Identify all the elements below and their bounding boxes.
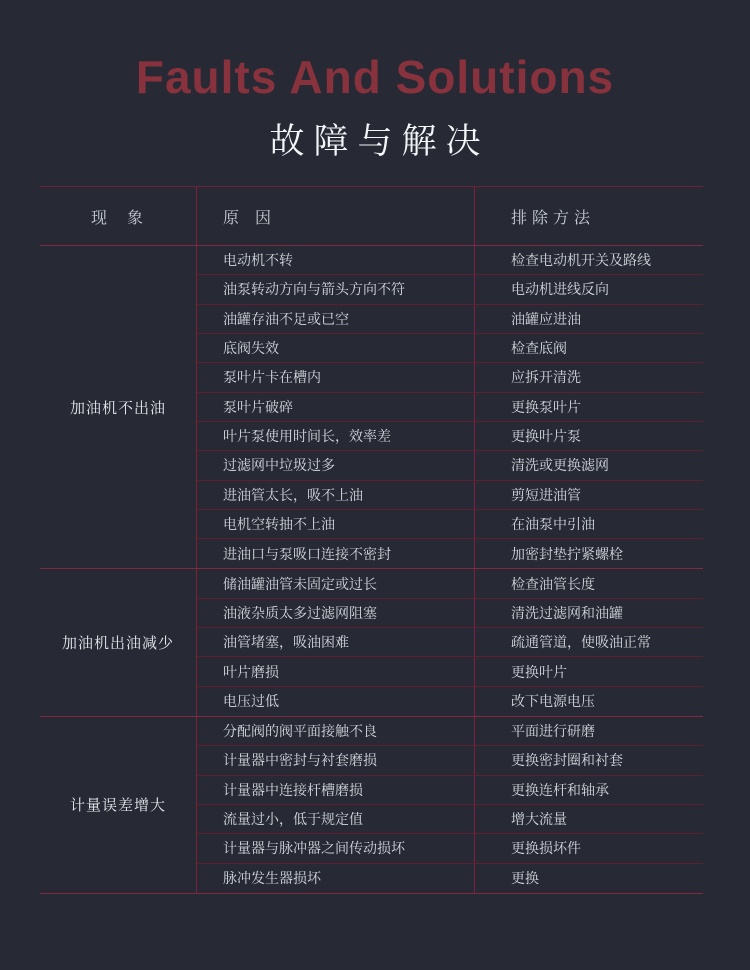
cause-cell: 底阀失效 xyxy=(197,334,475,362)
faults-table xyxy=(40,186,703,894)
solution-cell: 在油泵中引油 xyxy=(511,515,595,532)
table-row xyxy=(197,481,703,510)
cause-cell: 进油管太长，吸不上油 xyxy=(197,481,475,509)
cause-cell: 分配阀的阀平面接触不良 xyxy=(197,717,475,745)
table-row xyxy=(197,717,703,746)
table-row xyxy=(197,451,703,480)
solution-cell: 检查油管长度 xyxy=(511,575,595,592)
cause-cell: 储油罐油管未固定或过长 xyxy=(197,569,475,597)
solution-cell: 更换损坏件 xyxy=(511,840,581,857)
table-row xyxy=(197,776,703,805)
cause-cell: 计量器与脉冲器之间传动损坏 xyxy=(197,834,475,862)
cause-cell: 计量器中连接杆槽磨损 xyxy=(197,776,475,804)
table-header-row xyxy=(40,187,703,246)
solution-cell: 油罐应进油 xyxy=(511,310,581,327)
cause-cell: 泵叶片卡在槽内 xyxy=(197,363,475,391)
header-cause: 原 因 xyxy=(197,187,475,245)
table-row xyxy=(197,746,703,775)
table-row xyxy=(197,305,703,334)
fault-group-metering-error xyxy=(40,717,703,893)
solution-cell: 更换连杆和轴承 xyxy=(511,781,609,798)
table-row xyxy=(197,510,703,539)
cause-cell: 电压过低 xyxy=(197,687,475,716)
solution-cell: 电动机进线反向 xyxy=(511,281,609,298)
solution-cell: 更换泵叶片 xyxy=(511,398,581,415)
table-row xyxy=(197,657,703,686)
solution-cell: 更换 xyxy=(511,870,539,887)
header-solution: 排除方法 xyxy=(511,209,596,227)
cause-cell: 流量过小，低于规定值 xyxy=(197,805,475,833)
cause-cell: 过滤网中垃圾过多 xyxy=(197,451,475,479)
rows-container xyxy=(197,717,703,893)
rows-container xyxy=(197,569,703,716)
cause-cell: 电动机不转 xyxy=(197,246,475,274)
table-row xyxy=(197,275,703,304)
solution-cell: 清洗或更换滤网 xyxy=(511,457,609,474)
cause-cell: 脉冲发生器损坏 xyxy=(197,864,475,893)
fault-group-no-oil-out xyxy=(40,246,703,569)
solution-cell: 更换叶片 xyxy=(511,663,567,680)
header-phenomenon: 现 象 xyxy=(40,187,197,245)
solution-cell: 清洗过滤网和油罐 xyxy=(511,604,623,621)
table-row xyxy=(197,539,703,568)
cause-cell: 叶片磨损 xyxy=(197,657,475,685)
cause-cell: 进油口与泵吸口连接不密封 xyxy=(197,539,475,568)
phenomenon-cell: 加油机不出油 xyxy=(40,246,197,568)
solution-cell: 疏通管道，使吸油正常 xyxy=(511,634,651,651)
table-row xyxy=(197,569,703,598)
solution-cell: 更换叶片泵 xyxy=(511,428,581,445)
solution-cell: 更换密封圈和衬套 xyxy=(511,752,623,769)
cause-cell: 油罐存油不足或已空 xyxy=(197,305,475,333)
table-row xyxy=(197,805,703,834)
solution-cell: 改下电源电压 xyxy=(511,693,595,710)
rows-container xyxy=(197,246,703,568)
page-title-chinese: 故障与解决 xyxy=(269,122,490,161)
cause-cell: 泵叶片破碎 xyxy=(197,393,475,421)
solution-cell: 平面进行研磨 xyxy=(511,723,595,740)
table-row xyxy=(197,687,703,716)
table-row xyxy=(197,864,703,893)
table-row xyxy=(197,834,703,863)
cause-cell: 油泵转动方向与箭头方向不符 xyxy=(197,275,475,303)
solution-cell: 检查底阀 xyxy=(511,340,567,357)
cause-cell: 电机空转抽不上油 xyxy=(197,510,475,538)
table-row xyxy=(197,334,703,363)
cause-cell: 油管堵塞，吸油困难 xyxy=(197,628,475,656)
fault-group-reduced-oil-out xyxy=(40,569,703,717)
phenomenon-cell: 加油机出油减少 xyxy=(40,569,197,716)
table-row xyxy=(197,599,703,628)
table-row xyxy=(197,628,703,657)
phenomenon-cell: 计量误差增大 xyxy=(40,717,197,893)
table-row xyxy=(197,422,703,451)
solution-cell: 剪短进油管 xyxy=(511,486,581,503)
cause-cell: 油液杂质太多过滤网阻塞 xyxy=(197,599,475,627)
solution-cell: 加密封垫拧紧螺栓 xyxy=(511,545,623,562)
cause-cell: 计量器中密封与衬套磨损 xyxy=(197,746,475,774)
cause-cell: 叶片泵使用时间长，效率差 xyxy=(197,422,475,450)
table-row xyxy=(197,246,703,275)
table-row xyxy=(197,363,703,392)
solution-cell: 增大流量 xyxy=(511,811,567,828)
page-title-english: Faults And Solutions xyxy=(135,51,615,103)
solution-cell: 检查电动机开关及路线 xyxy=(511,252,651,269)
solution-cell: 应拆开清洗 xyxy=(511,369,581,386)
table-row xyxy=(197,393,703,422)
